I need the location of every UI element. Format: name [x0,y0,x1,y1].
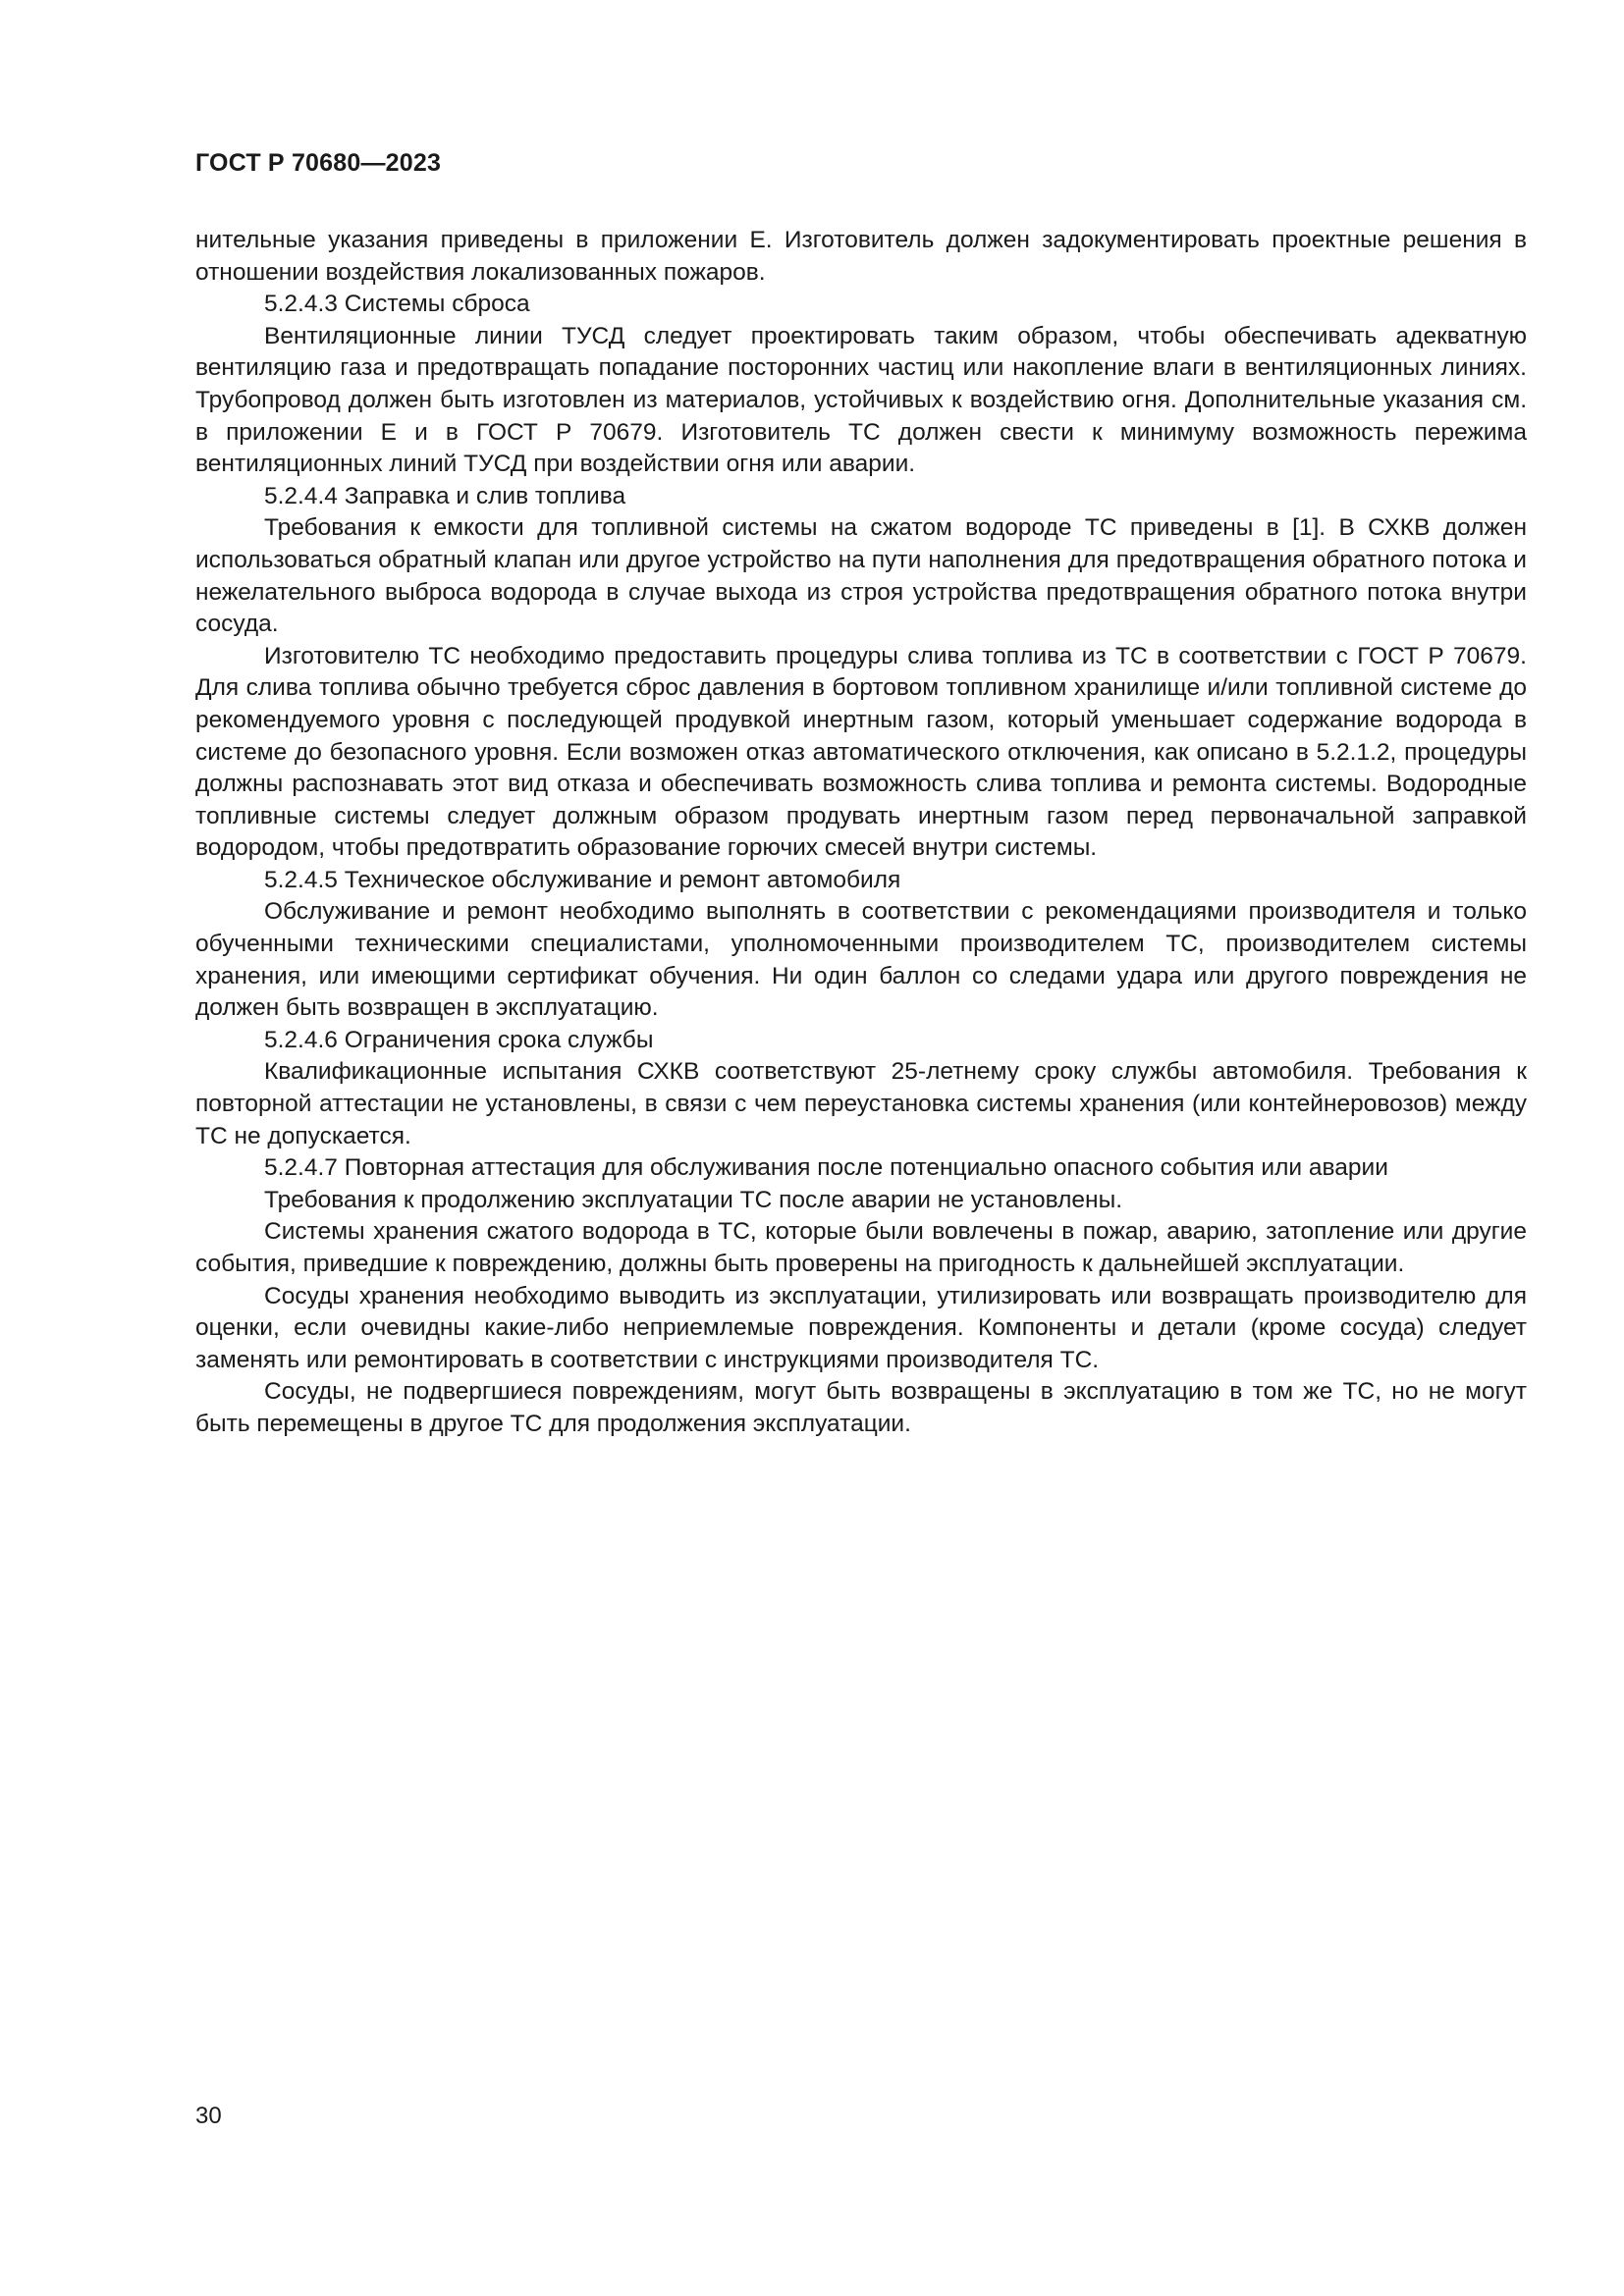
document-body [195,225,1527,1441]
paragraph: Квалификационные испытания СХКВ соответствуют 25-летнему сроку службы автомобиля. Требования к повторной аттестации не установлены, в связи с чем переустановка системы хранения (или контейнеровозов) между ТС не допускается. [195,1058,1527,1149]
document-header: ГОСТ Р 70680—2023 [195,149,442,177]
page-number: 30 [195,2103,222,2129]
section-heading-5-2-4-6: 5.2.4.6 Ограничения срока службы [264,1026,654,1053]
section-heading-5-2-4-5: 5.2.4.5 Техническое обслуживание и ремонт автомобиля [264,866,901,893]
paragraph: Требования к емкости для топливной системы на сжатом водороде ТС приведены в [1]. В СХКВ должен использоваться обратный клапан или другое устройство на пути наполнения для предотвращения обратного потока и нежелательного выброса водорода в случае выхода из строя устройства предотвращения обратного потока внутри сосуда. [195,514,1527,638]
paragraph: Изготовителю ТС необходимо предоставить процедуры слива топлива из ТС в соответствии с ГОСТ Р 70679. Для слива топлива обычно требуется сброс давления в бортовом топливном хранилище и/или топливной системе до рекомендуемого уровня с последующей продувкой инертным газом, который уменьшает содержание водорода в системе до безопасного уровня. Если возможен отказ автоматического отключения, как описано в 5.2.1.2, процедуры должны распознавать этот вид отказа и обеспечивать возможность слива топлива и ремонта системы. Водородные топливные системы следует должным образом продувать инертным газом перед первоначальной заправкой водородом, чтобы предотвратить образование горючих смесей внутри системы. [195,642,1527,862]
section-heading-5-2-4-4: 5.2.4.4 Заправка и слив топлива [264,482,626,509]
paragraph: Сосуды, не подвергшиеся повреждениям, могут быть возвращены в эксплуатацию в том же ТС, но не могут быть перемещены в другое ТС для продолжения эксплуатации. [195,1378,1527,1437]
paragraph: Требования к продолжению эксплуатации ТС после аварии не установлены. [264,1186,1122,1213]
paragraph: Вентиляционные линии ТУСД следует проектировать таким образом, чтобы обеспечивать адекватную вентиляцию газа и предотвращать попадание посторонних частиц или накопление влаги в вентиляционных линиях. Трубопровод должен быть изготовлен из материалов, устойчивых к воздействию огня. Дополнительные указания см. в приложении Е и в ГОСТ Р 70679. Изготовитель ТС должен свести к минимуму возможность пережима вентиляционных линий ТУСД при воздействии огня или аварии. [195,322,1527,478]
section-heading-5-2-4-3: 5.2.4.3 Системы сброса [264,291,530,318]
paragraph: Системы хранения сжатого водорода в ТС, которые были вовлечены в пожар, аварию, затопление или другие события, приведшие к повреждению, должны быть проверены на пригодность к дальнейшей эксплуатации. [195,1218,1527,1277]
section-heading-5-2-4-7: 5.2.4.7 Повторная аттестация для обслуживания после потенциально опасного события или аварии [264,1154,1388,1182]
paragraph: Сосуды хранения необходимо выводить из эксплуатации, утилизировать или возвращать производителю для оценки, если очевидны какие-либо неприемлемые повреждения. Компоненты и детали (кроме сосуда) следует заменять или ремонтировать в соответствии с инструкциями производителя ТС. [195,1282,1527,1373]
paragraph: Обслуживание и ремонт необходимо выполнять в соответствии с рекомендациями производителя и только обученными техническими специалистами, уполномоченными производителем ТС, производителем системы хранения, или имеющими сертификат обучения. Ни один баллон со следами удара или другого повреждения не должен быть возвращен в эксплуатацию. [195,898,1527,1022]
paragraph-continuation: нительные указания приведены в приложении Е. Изготовитель должен задокументировать проектные решения в отношении воздействия локализованных пожаров. [195,227,1527,286]
